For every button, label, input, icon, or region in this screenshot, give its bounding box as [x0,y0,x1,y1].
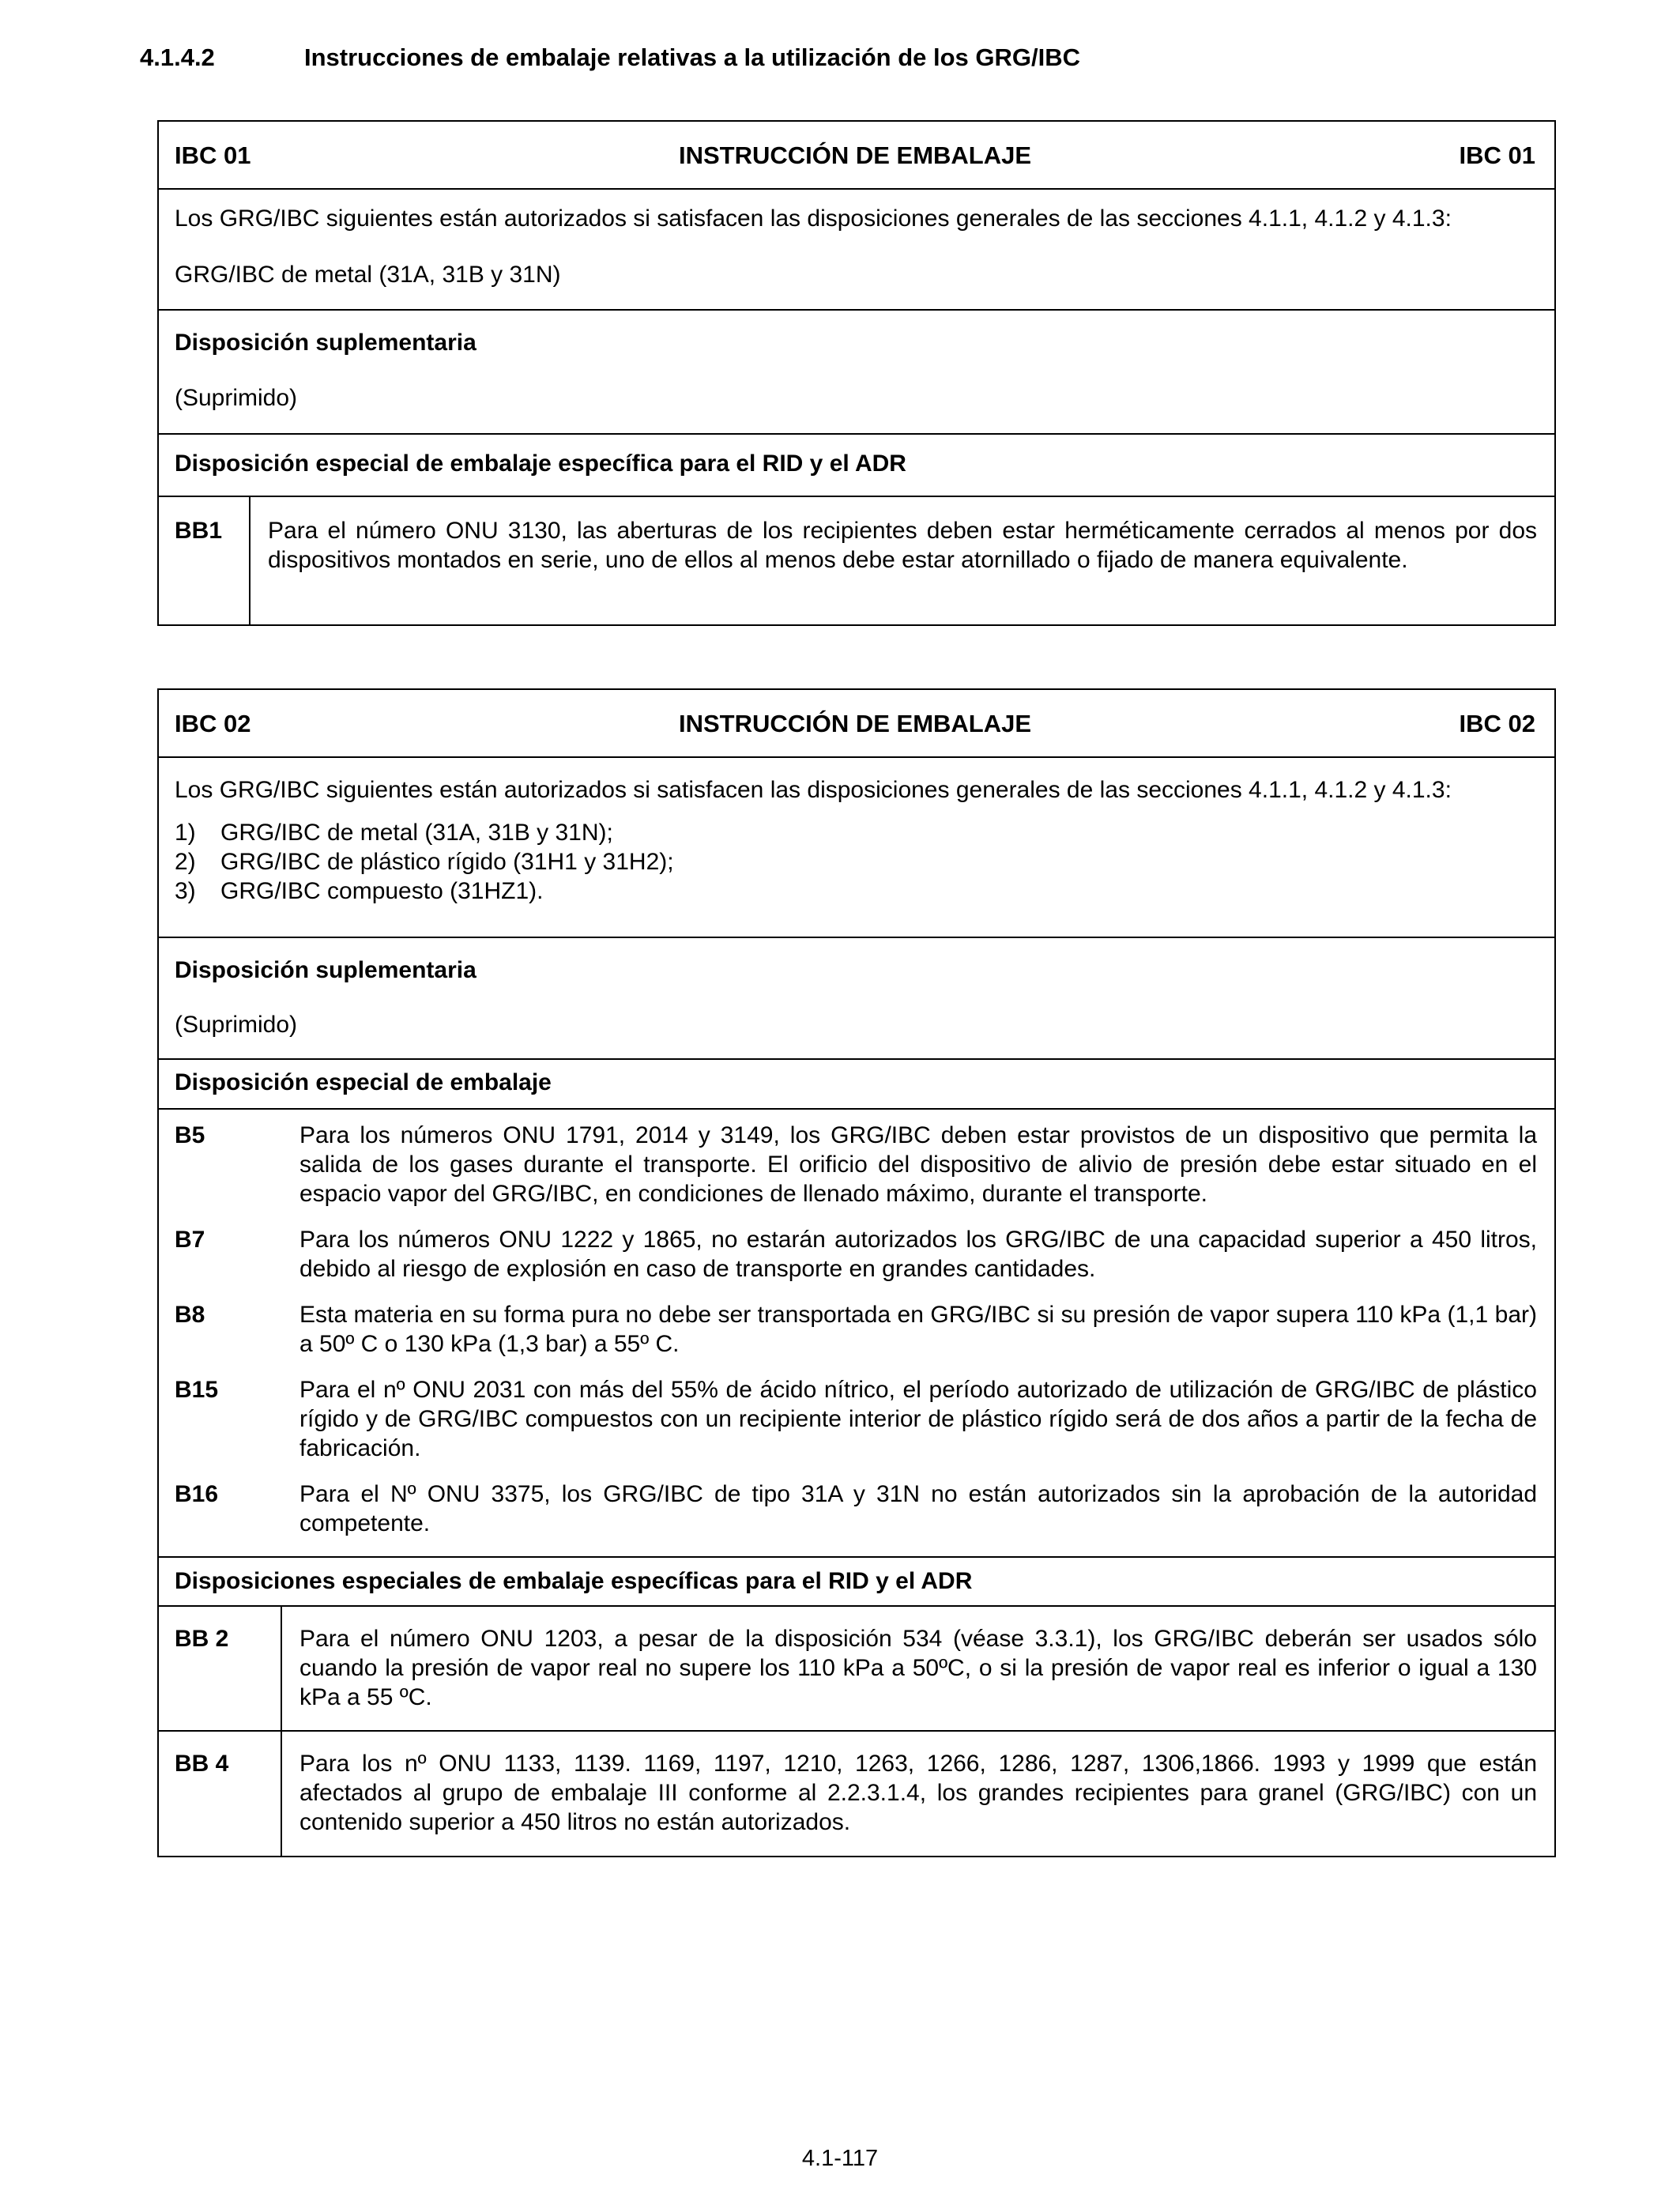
ibc01-supplementary [159,311,1554,435]
ibc01-header [159,122,1554,190]
special-item-b8: B8 Esta materia en su forma pura no debe ser transportada en GRG/IBC si su presión de vapor supera 110 kPa (1,1 bar) a 50º C o 130 kPa (1,3 bar) a 55º C. [175,1302,1537,1357]
ibc01-special-title-row [159,435,1554,497]
ibc01-code-left: IBC 01 [175,141,251,169]
ibc02-authorized [159,758,1554,938]
ibc02-supp-text: (Suprimido) [175,1012,298,1038]
special-item-b15: B15 Para el nº ONU 2031 con más del 55% de ácido nítrico, el período autorizado de utilización de GRG/IBC de plástico rígido y de GRG/IBC compuestos con un recipiente interior de plástico rígido será de dos años a partir de la fecha de fabricación. [175,1377,1537,1461]
ibc01-bb1-text: Para el número ONU 3130, las aberturas de los recipientes deben estar herméticamente cerrados al menos por dos dispositivos montados en serie, uno de ellos al menos debe estar atornillado o fijado de manera equivalente. [268,518,1537,573]
ibc02-special-list [159,1110,1554,1558]
page-number: 4.1-117 [801,2146,879,2171]
section-title: Instrucciones de embalaje relativas a la utilización de los GRG/IBC [304,43,1080,71]
ibc02-title: INSTRUCCIÓN DE EMBALAJE [678,709,1032,737]
ibc02-header [159,690,1554,758]
ibc01-bb1-code: BB1 [159,497,250,624]
ibc02-supp-title: Disposición suplementaria [175,957,477,983]
ibc02-special-title-row [159,1060,1554,1110]
ibc02-bb4-row [159,1732,1554,1856]
ibc01-title: INSTRUCCIÓN DE EMBALAJE [678,141,1032,169]
ibc02-rid-title: Disposiciones especiales de embalaje específicas para el RID y el ADR [175,1568,973,1594]
ibc01-item: GRG/IBC de metal (31A, 31B y 31N) [175,262,561,288]
ibc01-supp-title: Disposición suplementaria [175,330,477,356]
ibc02-code-right: IBC 02 [1459,709,1535,737]
special-item-b16: B16 Para el Nº ONU 3375, los GRG/IBC de tipo 31A y 31N no están autorizados sin la aprobación de la autoridad competente. [175,1481,1537,1536]
ibc02-supplementary [159,938,1554,1060]
ibc02-special-title: Disposición especial de embalaje [175,1069,552,1095]
list-item: 2) GRG/IBC de plástico rígido (31H1 y 31H2); [175,849,674,875]
special-item-b7: B7 Para los números ONU 1222 y 1865, no estarán autorizados los GRG/IBC de una capacidad superior a 450 litros, debido al riesgo de explosión en caso de transporte en grandes cantidades. [175,1227,1537,1282]
ibc02-code-left: IBC 02 [175,709,251,737]
ibc01-intro: Los GRG/IBC siguientes están autorizados si satisfacen las disposiciones generales de las secciones 4.1.1, 4.1.2 y 4.1.3: [175,205,1452,232]
ibc01-special-title: Disposición especial de embalaje específica para el RID y el ADR [175,450,906,477]
ibc02-box [157,688,1556,1857]
ibc01-code-right: IBC 01 [1459,141,1535,169]
ibc02-item-list [175,818,1537,906]
section-number: 4.1.4.2 [140,43,215,71]
section-heading [140,43,1080,72]
ibc02-bb4-code: BB 4 [159,1732,282,1856]
ibc02-bb4-text: Para los nº ONU 1133, 1139. 1169, 1197, 1210, 1263, 1266, 1286, 1287, 1306,1866. 1993 y 1999 que están afectados al grupo de embalaje III conforme al 2.2.3.1.4, los grandes recipientes para granel (GRG/IBC) con un contenido superior a 450 litros no están autorizados. [299,1751,1537,1835]
ibc02-intro: Los GRG/IBC siguientes están autorizados si satisfacen las disposiciones generales de las secciones 4.1.1, 4.1.2 y 4.1.3: [175,777,1452,803]
ibc02-bb2-code: BB 2 [159,1607,282,1730]
list-item: 1) GRG/IBC de metal (31A, 31B y 31N); [175,820,613,846]
ibc01-supp-text: (Suprimido) [175,385,298,411]
special-item-b5: B5 Para los números ONU 1791, 2014 y 3149, los GRG/IBC deben estar provistos de un dispositivo que permita la salida de los gases durante el transporte. El orificio del dispositivo de alivio de presión debe estar situado en el espacio vapor del GRG/IBC, en condiciones de llenado máximo, durante el transporte. [175,1122,1537,1207]
list-item: 3) GRG/IBC compuesto (31HZ1). [175,878,544,904]
ibc02-rid-title-row [159,1558,1554,1607]
ibc01-bb1-row [159,497,1554,624]
ibc01-authorized-content [175,204,1539,289]
ibc01-box [157,120,1556,626]
ibc02-bb2-row [159,1607,1554,1732]
ibc02-bb2-text: Para el número ONU 1203, a pesar de la disposición 534 (véase 3.3.1), los GRG/IBC deberán ser usados sólo cuando la presión de vapor real no supere los 110 kPa a 50ºC, o si la presión de vapor real es inferior o igual a 130 kPa a 55 ºC. [299,1626,1537,1710]
